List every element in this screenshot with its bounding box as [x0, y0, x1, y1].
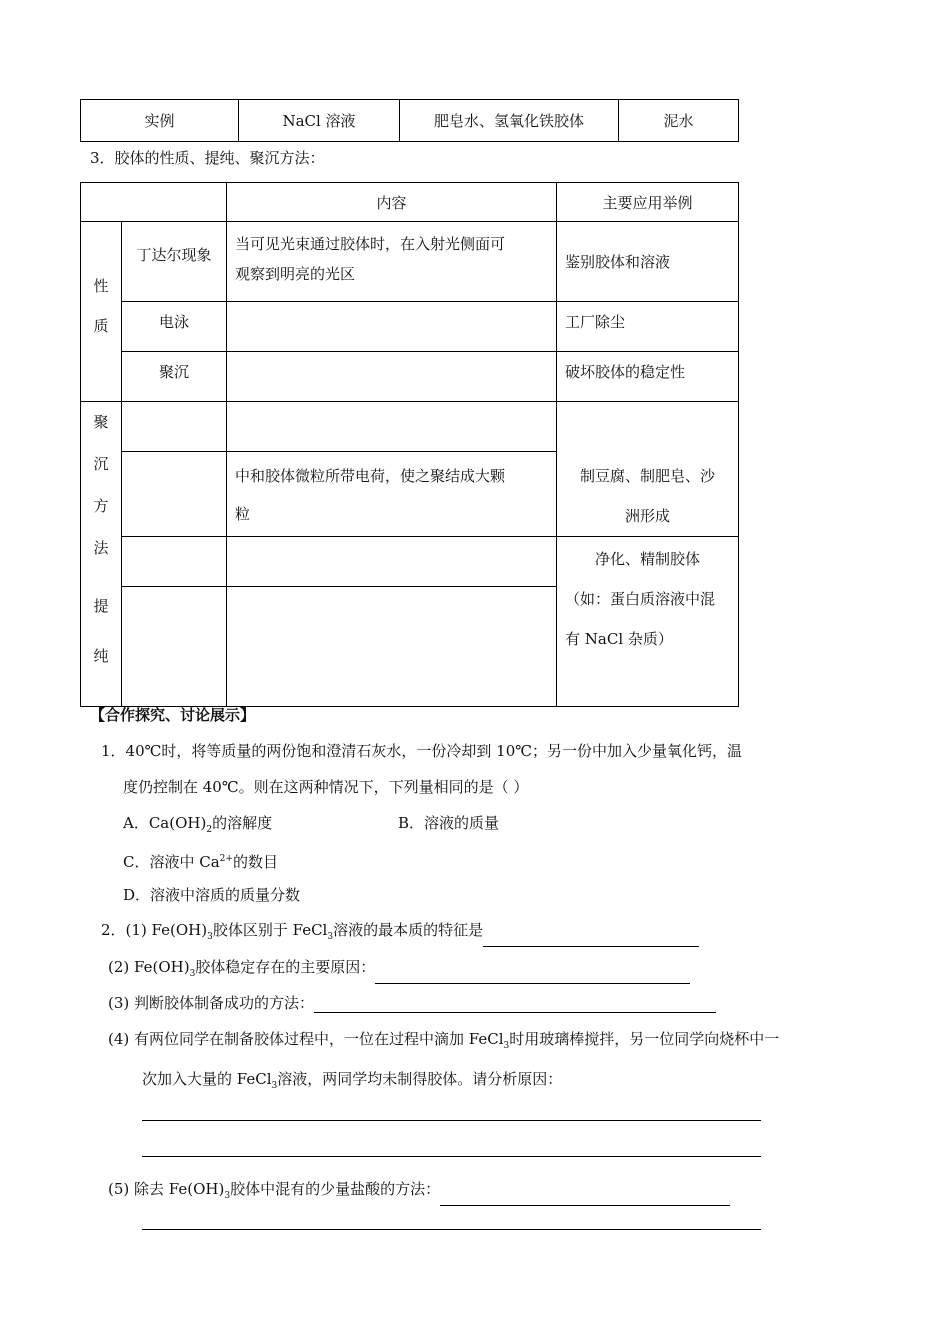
q1-option-c: C．溶液中 $Ca^{2+}$的数目: [123, 853, 278, 871]
method1-name-cell: [122, 402, 227, 452]
jucheng-content-cell: [227, 352, 557, 402]
jucheng-name: 聚沉: [158, 363, 189, 381]
method3-content-cell: [227, 537, 557, 587]
examples-table: [80, 99, 739, 142]
tyndall-name: 丁达尔现象: [136, 246, 212, 264]
group-xingzhi-char-2: 质: [93, 317, 109, 335]
group-jucheng-char-2: 沉: [93, 455, 109, 473]
tichun-apps-line-3: 有 NaCl 杂质）: [565, 630, 673, 648]
header-apps: 主要应用举例: [602, 193, 693, 212]
method1-content-cell: [227, 402, 557, 452]
tyndall-app-cell: [557, 222, 739, 302]
solution-example-cell: [239, 100, 400, 142]
tichun-apps-line-1: 净化、精制胶体: [594, 550, 700, 568]
dianyong-app-cell: [557, 302, 739, 352]
header-content-cell: [227, 183, 557, 222]
tyndall-content-line-2: 观察到明亮的光区: [235, 265, 356, 283]
group-jucheng-char-4: 法: [93, 539, 109, 557]
q1-line-2: 度仍控制在 40℃。则在这两种情况下，下列量相同的是（ ）: [123, 778, 529, 796]
neutral-content-line-1: 中和胶体微粒所带电荷，使之聚结成大颗: [235, 467, 506, 486]
header-empty-cell: [81, 183, 227, 222]
neutral-content-cell: [227, 452, 557, 537]
neutral-content-line-2: 粒: [235, 505, 251, 524]
colloid-example: 肥皂水、氢氧化铁胶体: [433, 112, 584, 130]
q1-option-a: A．$Ca(OH)_2$的溶解度: [123, 814, 273, 835]
tyndall-app: 鉴别胶体和溶液: [565, 252, 671, 271]
jucheng-apps-line-1: 制豆腐、制肥皂、沙: [579, 467, 715, 485]
q1-line-1: 1．40℃时，将等质量的两份饱和澄清石灰水，一份冷却到 10℃；另一份中加入少量氧化钙，温: [101, 742, 743, 760]
method2-name-cell: [122, 452, 227, 537]
examples-label-cell: [81, 100, 239, 142]
group-jucheng-tichun-cell: [81, 402, 122, 707]
q2-part-2: (2) $Fe(OH)_3$胶体稳定存在的主要原因：: [108, 957, 690, 984]
q2-part-1-answer-blank[interactable]: [483, 930, 699, 947]
q2-part-2-answer-blank[interactable]: [375, 967, 690, 984]
q2-part-1: 2．(1) $Fe(OH)_3$胶体区别于 FeCl$_3$溶液的最本质的特征是: [101, 920, 699, 947]
q2-part-5: (5) 除去 $Fe(OH)_3$胶体中混有的少量盐酸的方法：: [108, 1179, 730, 1206]
dianyong-app: 工厂除尘: [565, 313, 626, 331]
header-apps-cell: [557, 183, 739, 222]
tichun-content-cell: [227, 587, 557, 707]
tyndall-content-cell: [227, 222, 557, 302]
group-xingzhi-char-1: 性: [93, 277, 109, 295]
tichun-apps-cell: [557, 537, 739, 707]
jucheng-app-cell: [557, 352, 739, 402]
tyndall-content-line-1: 当可见光束通过胶体时，在入射光侧面可: [235, 235, 506, 253]
dianyong-name-cell: [122, 302, 227, 352]
group-tichun-char-1: 提: [93, 597, 109, 615]
coop-heading: 【合作探究、讨论展示】: [90, 706, 256, 724]
solution-example: NaCl 溶液: [282, 112, 356, 130]
tichun-apps-line-2: （如：蛋白质溶液中混: [565, 590, 716, 608]
group-xingzhi-cell: [81, 222, 122, 402]
group-tichun-char-2: 纯: [93, 647, 109, 665]
dianyong-name: 电泳: [158, 313, 189, 331]
jucheng-app: 破坏胶体的稳定性: [565, 363, 686, 381]
section3-heading: 3．胶体的性质、提纯、聚沉方法：: [90, 149, 325, 167]
method3-name-cell: [122, 537, 227, 587]
q1-option-d: D．溶液中溶质的质量分数: [123, 886, 301, 904]
q2-part-5-answer-line-2[interactable]: [142, 1229, 761, 1230]
header-content: 内容: [376, 193, 407, 212]
q2-part-5-answer-blank[interactable]: [440, 1189, 730, 1206]
examples-label: 实例: [144, 112, 175, 130]
jucheng-name-cell: [122, 352, 227, 402]
group-jucheng-char-3: 方: [93, 497, 109, 515]
colloid-example-cell: [400, 100, 619, 142]
tichun-name-cell: [122, 587, 227, 707]
q2-part-3: (3) 判断胶体制备成功的方法：: [108, 993, 716, 1013]
tyndall-name-cell: [122, 222, 227, 302]
suspension-example-cell: [619, 100, 739, 142]
q2-part-4-answer-line-2[interactable]: [142, 1156, 761, 1157]
jucheng-apps-cell: [557, 402, 739, 537]
q2-part-4-answer-line-1[interactable]: [142, 1120, 761, 1121]
group-jucheng-char-1: 聚: [93, 413, 109, 431]
q2-part-4-line-2: 次加入大量的 FeCl$_3$溶液，两同学均未制得胶体。请分析原因：: [142, 1070, 563, 1091]
q2-part-3-answer-blank[interactable]: [314, 996, 716, 1013]
dianyong-content-cell: [227, 302, 557, 352]
q2-part-4-line-1: (4) 有两位同学在制备胶体过程中，一位在过程中滴加 FeCl$_3$时用玻璃棒搅拌，另一位同学向烧杯中一: [108, 1030, 780, 1051]
suspension-example: 泥水: [663, 112, 694, 130]
q1-option-b: B．溶液的质量: [398, 814, 500, 832]
jucheng-apps-line-2: 洲形成: [624, 507, 670, 525]
colloid-properties-table: [80, 182, 739, 707]
